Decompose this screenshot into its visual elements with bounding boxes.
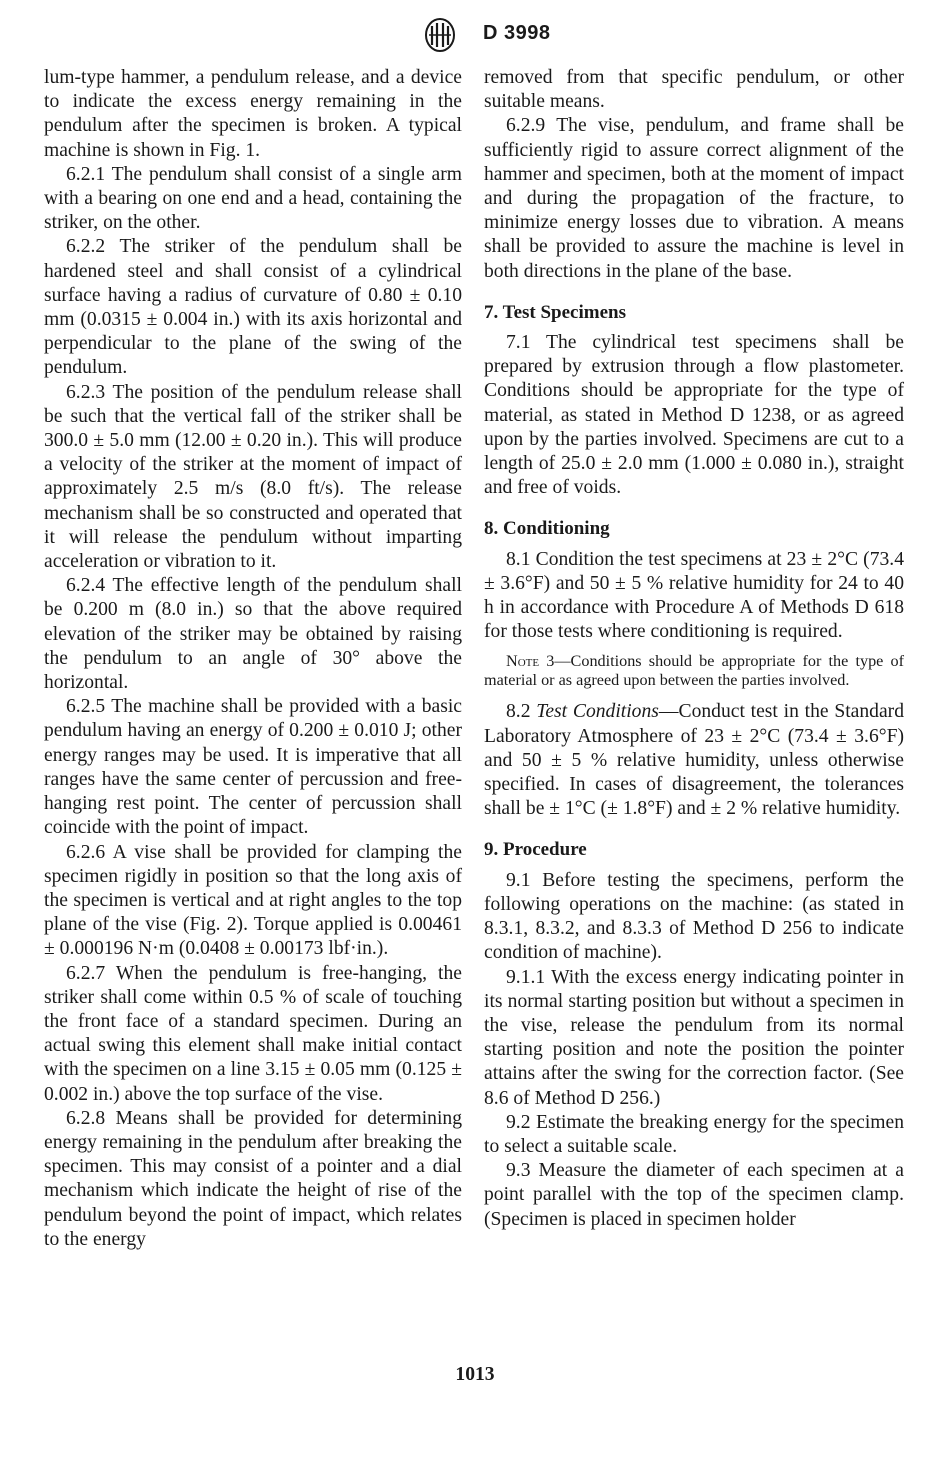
standard-designation: D 3998 <box>483 22 551 44</box>
paragraph-6-2-9: 6.2.9 The vise, pendulum, and frame shall be sufficiently rigid to assure correct alignment of the hammer and specimen, both at the moment of impact and during the propagation of the fracture, to minimize energy losses due to vibration. A means shall be provided to assure the machine is level in both directions in the plane of the base. <box>484 115 904 282</box>
note-text: —Conditions should be appropriate for the type of material or as agreed upon between the parties involved. <box>484 652 905 690</box>
paragraph-8-1: 8.1 Condition the test specimens at 23 ± 2°C (73.4 ± 3.6°F) and 50 ± 5 % relative humidity for 24 to 40 h in accordance with Procedure A of Methods D 618 for those tests where conditioning is required. <box>484 548 904 643</box>
left-column <box>44 66 462 1252</box>
paragraph-title: Test Conditions <box>536 701 659 723</box>
paragraph-7-1: 7.1 The cylindrical test specimens shall be prepared by extrusion through a flow plastometer. Conditions should be appropriate for the type of material, as stated in Method D 1238, or as agreed upon by the parties involved. Specimens are cut to a length of 25.0 ± 2.0 mm (1.000 ± 0.080 in.), straight and free of voids. <box>484 332 904 499</box>
right-column <box>484 66 904 1232</box>
page-header <box>0 18 950 54</box>
paragraph-9-2: 9.2 Estimate the breaking energy for the specimen to select a suitable scale. <box>484 1111 904 1157</box>
section-heading-7: 7. Test Specimens <box>484 301 626 323</box>
paragraph-text: —Conduct test in the Standard Laboratory Atmosphere of 23 ± 2°C (73.4 ± 3.6°F) and 50 ± 5 % relative humidity, unless otherwise specified. In cases of disagreement, the tolerances shall be ± 1°C (± 1.8°F) and ± 2 % relative humidity. <box>484 701 904 820</box>
section-heading-9: 9. Procedure <box>484 839 587 861</box>
page-number: 1013 <box>455 1364 495 1385</box>
paragraph-6-2-6: 6.2.6 A vise shall be provided for clamping the specimen rigidly in position so that the long axis of the specimen is vertical and at right angles to the top plane of the vise (Fig. 2). Torque applied is 0.00461 ± 0.000196 N·m (0.0408 ± 0.00173 lbf·in.). <box>44 841 462 960</box>
paragraph-8-2 <box>484 700 904 821</box>
paragraph-continued: removed from that specific pendulum, or other suitable means. <box>484 67 904 113</box>
paragraph-6-2-5: 6.2.5 The machine shall be provided with a basic pendulum having an energy of 0.200 ± 0.010 J; other energy ranges may be used. It is imperative that all ranges have the same center of percussion and free-hanging rest point. The center of percussion shall coincide with the point of impact. <box>44 696 462 839</box>
paragraph-6-2-1: 6.2.1 The pendulum shall consist of a single arm with a bearing on one end and a head, containing the striker, on the other. <box>44 163 462 234</box>
paragraph-6-2-7: 6.2.7 When the pendulum is free-hanging, the striker shall come within 0.5 % of scale of touching the front face of a standard specimen. During an actual swing this element shall make initial contact with the specimen on a line 3.15 ± 0.05 mm (0.125 ± 0.002 in.) above the top surface of the vise. <box>44 962 462 1105</box>
astm-logo-icon <box>424 18 456 52</box>
paragraph-6-2-3: 6.2.3 The position of the pendulum release shall be such that the vertical fall of the striker shall be 300.0 ± 5.0 mm (12.00 ± 0.20 in.). This will produce a velocity of the striker at the moment of impact of approximately 2.5 m/s (8.0 ft/s). The release mechanism shall be so constructed and operated that it will release the pendulum without imparting acceleration or vibration to it. <box>44 381 462 573</box>
section-heading-8: 8. Conditioning <box>484 518 610 540</box>
paragraph-number: 8.2 <box>506 701 537 723</box>
paragraph-9-1: 9.1 Before testing the specimens, perform the following operations on the machine: (as stated in 8.3.1, 8.3.2, and 8.3.3 of Method D 256 to indicate condition of machine). <box>484 869 904 964</box>
paragraph-continued: lum-type hammer, a pendulum release, and a device to indicate the excess energy remaining in the pendulum after the specimen is broken. A typical machine is shown in Fig. 1. <box>44 67 462 161</box>
paragraph-6-2-4: 6.2.4 The effective length of the pendulum shall be 0.200 m (8.0 in.) so that the above required elevation of the striker may be obtained by raising the pendulum to an angle of 30° above the horizontal. <box>44 575 462 694</box>
paragraph-9-1-1: 9.1.1 With the excess energy indicating pointer in its normal starting position but without a specimen in the vise, release the pendulum from its normal starting position and note the position the pointer attains after the swing for the correction factor. (See 8.6 of Method D 256.) <box>484 966 904 1109</box>
note-3 <box>484 652 904 690</box>
paragraph-9-3: 9.3 Measure the diameter of each specimen at a point parallel with the top of the specimen clamp. (Specimen is placed in specimen holder <box>484 1160 904 1230</box>
paragraph-6-2-8: 6.2.8 Means shall be provided for determining energy remaining in the pendulum after breaking the specimen. This may consist of a pointer and a dial mechanism which indicate the height of rise of the pendulum beyond the point of impact, which relates to the energy <box>44 1107 462 1250</box>
paragraph-6-2-2: 6.2.2 The striker of the pendulum shall be hardened steel and shall consist of a cylindrical surface having a radius of curvature of 0.80 ± 0.10 mm (0.0315 ± 0.004 in.) with its axis horizontal and perpendicular to the plane of the swing of the pendulum. <box>44 236 462 379</box>
note-label: Note 3 <box>506 652 555 671</box>
